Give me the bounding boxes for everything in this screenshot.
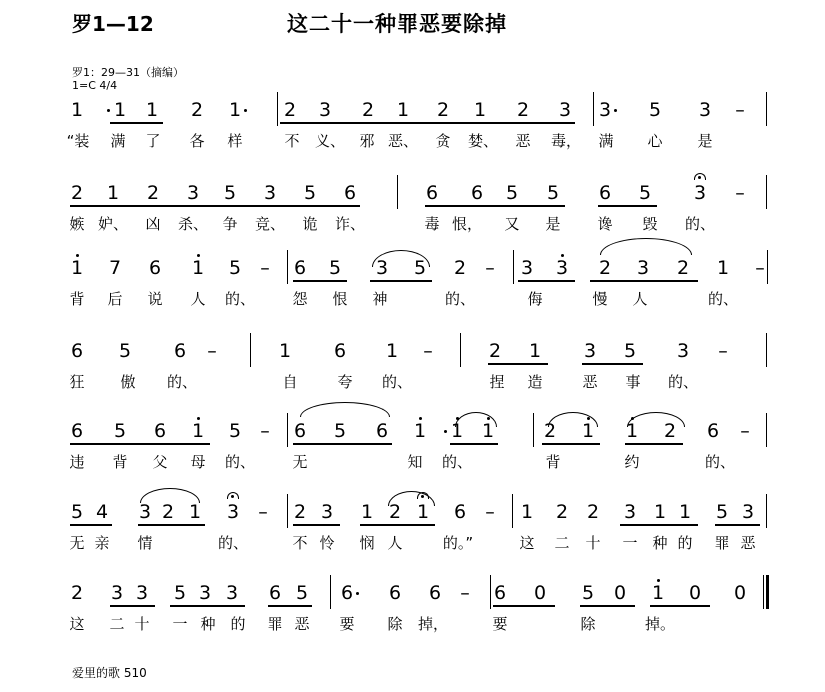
note: 5	[173, 582, 187, 604]
note: 2	[436, 99, 450, 121]
barline	[766, 175, 767, 209]
augmentation-dot	[356, 592, 359, 595]
fermata-icon	[227, 492, 239, 499]
underline-beam	[542, 443, 600, 445]
lyric-syllable: 要	[492, 615, 508, 633]
note: 3	[693, 182, 707, 204]
note: 1	[481, 420, 495, 442]
key-signature: 1=C 4/4	[72, 79, 118, 92]
underline-beam	[70, 443, 210, 445]
high-octave-dot	[197, 417, 200, 420]
note: 3	[138, 501, 152, 523]
note: 6	[148, 257, 162, 279]
lyric-syllable: 竞、	[254, 215, 286, 233]
note: 1	[450, 420, 464, 442]
lyric-syllable: 悯	[359, 534, 375, 552]
lyric-syllable: 的、	[707, 290, 739, 308]
note: 1	[188, 501, 202, 523]
lyric-syllable: 一	[622, 534, 638, 552]
note: 5	[638, 182, 652, 204]
note: 1	[581, 420, 595, 442]
slur-arc	[627, 412, 685, 427]
note: 6	[153, 420, 167, 442]
lyric-syllable: 婪、	[467, 132, 499, 150]
lyric-syllable: 罪	[267, 615, 283, 633]
note: 1	[413, 420, 427, 442]
note: –	[735, 99, 745, 121]
song-title: 这二十一种罪恶要除掉	[287, 12, 507, 36]
lyric-syllable: 不	[292, 534, 308, 552]
note: 3	[186, 182, 200, 204]
note: 3	[320, 501, 334, 523]
underline-beam	[70, 524, 112, 526]
note: 2	[361, 99, 375, 121]
note: 3	[110, 582, 124, 604]
fermata-icon	[694, 173, 706, 180]
underline-beam	[598, 205, 657, 207]
footer-text: 爱里的歌 510	[72, 666, 147, 680]
note: –	[258, 501, 268, 523]
note: 3	[375, 257, 389, 279]
barline	[766, 494, 767, 528]
note: 1	[385, 340, 399, 362]
note: 6	[706, 420, 720, 442]
barline	[287, 250, 288, 284]
underline-beam	[293, 280, 347, 282]
lyric-syllable: 毁	[642, 215, 658, 233]
note: 5	[303, 182, 317, 204]
lyric-syllable: 掉，	[417, 615, 449, 633]
note: 1	[228, 99, 242, 121]
note: 3	[598, 99, 612, 121]
lyric-syllable: 的、	[684, 215, 716, 233]
lyric-syllable: 造	[527, 373, 543, 391]
note: 1	[70, 257, 84, 279]
note: 3	[135, 582, 149, 604]
note: 6	[598, 182, 612, 204]
note: 3	[636, 257, 650, 279]
lyric-syllable: 的、	[444, 290, 476, 308]
note: 1	[191, 257, 205, 279]
lyric-syllable: 神	[372, 290, 388, 308]
lyric-syllable: 又	[504, 215, 520, 233]
lyric-syllable: 恨，	[451, 215, 483, 233]
note: 5	[223, 182, 237, 204]
lyric-syllable: 无	[69, 534, 85, 552]
barline	[766, 413, 767, 447]
lyric-syllable: 违	[69, 453, 85, 471]
underline-beam	[425, 205, 565, 207]
lyric-syllable: 恶	[515, 132, 531, 150]
note: 2	[293, 501, 307, 523]
note: 3	[558, 99, 572, 121]
note: 5	[328, 257, 342, 279]
lyric-syllable: 是	[545, 215, 561, 233]
lyric-syllable: 种	[200, 615, 216, 633]
note: 2	[663, 420, 677, 442]
lyric-syllable: 的、	[166, 373, 198, 391]
underline-beam	[293, 524, 340, 526]
note: –	[718, 340, 728, 362]
note: 5	[715, 501, 729, 523]
lyric-syllable: 慢	[592, 290, 608, 308]
note: –	[755, 257, 765, 279]
lyric-syllable: 捏	[489, 373, 505, 391]
note: –	[485, 257, 495, 279]
note: 1	[396, 99, 410, 121]
underline-beam	[70, 205, 360, 207]
lyric-syllable: 毒，	[550, 132, 582, 150]
underline-beam	[650, 605, 710, 607]
lyric-syllable: 不	[284, 132, 300, 150]
note: 5	[295, 582, 309, 604]
lyric-syllable: 妒、	[97, 215, 129, 233]
barline	[287, 494, 288, 528]
note: 5	[505, 182, 519, 204]
slur-arc	[548, 412, 598, 427]
lyric-syllable: 情	[137, 534, 153, 552]
lyric-syllable: 母	[190, 453, 206, 471]
note: 5	[413, 257, 427, 279]
note: 2	[586, 501, 600, 523]
lyric-syllable: 这	[69, 615, 85, 633]
lyric-syllable: 背	[112, 453, 128, 471]
high-octave-dot	[197, 254, 200, 257]
underline-beam	[518, 280, 575, 282]
barline	[330, 575, 331, 609]
note: –	[207, 340, 217, 362]
note: 6	[70, 340, 84, 362]
note: 6	[428, 582, 442, 604]
underline-beam	[625, 443, 683, 445]
note: 6	[453, 501, 467, 523]
note: 3	[226, 501, 240, 523]
note: 0	[733, 582, 747, 604]
note: 6	[425, 182, 439, 204]
note: 1	[651, 582, 665, 604]
lyric-syllable: 的。”	[442, 534, 474, 552]
barline	[593, 92, 594, 126]
lyric-syllable: 怜	[319, 534, 335, 552]
lyric-syllable: 这	[519, 534, 535, 552]
lyric-syllable: 夸	[337, 373, 353, 391]
lyric-syllable: 一	[172, 615, 188, 633]
lyric-syllable: 背	[545, 453, 561, 471]
note: 1	[520, 501, 534, 523]
underline-beam	[110, 605, 155, 607]
note: 6	[343, 182, 357, 204]
barline	[397, 175, 398, 209]
note: 5	[648, 99, 662, 121]
lyric-syllable: 满	[598, 132, 614, 150]
note: 1	[113, 99, 127, 121]
note: 3	[676, 340, 690, 362]
lyric-syllable: 的、	[217, 534, 249, 552]
lyric-syllable: 恶、	[387, 132, 419, 150]
note: 6	[268, 582, 282, 604]
underline-beam	[493, 605, 555, 607]
note: 0	[688, 582, 702, 604]
lyric-syllable: 的	[230, 615, 246, 633]
note: 2	[161, 501, 175, 523]
lyric-syllable: 背	[69, 290, 85, 308]
lyric-syllable: 恶	[582, 373, 598, 391]
lyric-syllable: 人	[632, 290, 648, 308]
note: 6	[493, 582, 507, 604]
note: 6	[375, 420, 389, 442]
note: 5	[546, 182, 560, 204]
lyric-syllable: 事	[625, 373, 641, 391]
lyric-syllable: 罪	[714, 534, 730, 552]
underline-beam	[620, 524, 698, 526]
note: 0	[533, 582, 547, 604]
lyric-syllable: 狂	[69, 373, 85, 391]
barline	[287, 413, 288, 447]
lyric-syllable: 是	[697, 132, 713, 150]
lyric-syllable: 侮	[527, 290, 543, 308]
barline	[512, 494, 513, 528]
high-octave-dot	[419, 417, 422, 420]
note: 6	[388, 582, 402, 604]
lyric-syllable: 除	[387, 615, 403, 633]
lyric-syllable: 样	[227, 132, 243, 150]
note: –	[460, 582, 470, 604]
note: 1	[473, 99, 487, 121]
note: 1	[106, 182, 120, 204]
barline	[767, 250, 768, 284]
lyric-syllable: 要	[339, 615, 355, 633]
lyric-syllable: 十	[134, 615, 150, 633]
note: 3	[263, 182, 277, 204]
note: 6	[333, 340, 347, 362]
barline	[766, 333, 767, 367]
note: 2	[488, 340, 502, 362]
note: –	[423, 340, 433, 362]
lyric-syllable: 嫉	[69, 215, 85, 233]
lyric-syllable: 邪	[359, 132, 375, 150]
lyric-syllable: 了	[145, 132, 161, 150]
lyric-syllable: 无	[292, 453, 308, 471]
note: 5	[333, 420, 347, 442]
note: 2	[70, 182, 84, 204]
note: 5	[113, 420, 127, 442]
lyric-syllable: 的、	[667, 373, 699, 391]
underline-beam	[370, 280, 432, 282]
note: 6	[340, 582, 354, 604]
lyric-syllable: 争	[222, 215, 238, 233]
note: 1	[360, 501, 374, 523]
slur-arc	[300, 402, 390, 417]
underline-beam	[293, 443, 392, 445]
note: 5	[118, 340, 132, 362]
note: 6	[173, 340, 187, 362]
note: 2	[190, 99, 204, 121]
lyric-syllable: 父	[152, 453, 168, 471]
lyric-syllable: 的	[677, 534, 693, 552]
high-octave-dot	[561, 254, 564, 257]
lyric-syllable: 的、	[224, 290, 256, 308]
lyric-syllable: 诈、	[334, 215, 366, 233]
note: 2	[283, 99, 297, 121]
lyric-syllable: 二	[109, 615, 125, 633]
underline-beam	[138, 524, 205, 526]
barline	[766, 92, 767, 126]
note: 1	[191, 420, 205, 442]
augmentation-dot	[244, 109, 247, 112]
lyric-syllable: 人	[190, 290, 206, 308]
note: 6	[293, 257, 307, 279]
note: 3	[225, 582, 239, 604]
note: 6	[70, 420, 84, 442]
note: 2	[70, 582, 84, 604]
note: –	[735, 182, 745, 204]
lyric-syllable: 的、	[224, 453, 256, 471]
note: 1	[625, 420, 639, 442]
note: 1	[278, 340, 292, 362]
underline-beam	[170, 605, 245, 607]
note: 1	[653, 501, 667, 523]
note: 2	[516, 99, 530, 121]
note: 2	[555, 501, 569, 523]
note: 1	[716, 257, 730, 279]
lyric-syllable: 种	[652, 534, 668, 552]
note: 2	[598, 257, 612, 279]
lyric-syllable: “装	[66, 132, 90, 150]
note: –	[260, 257, 270, 279]
note: 5	[623, 340, 637, 362]
lyric-syllable: 满	[110, 132, 126, 150]
note: 5	[228, 420, 242, 442]
scripture-reference: 罗1：29—31（摘编）	[72, 66, 184, 79]
note: 6	[293, 420, 307, 442]
slur-arc	[600, 238, 692, 255]
note: 0	[613, 582, 627, 604]
underline-beam	[360, 524, 435, 526]
note: 5	[70, 501, 84, 523]
lyric-syllable: 诡	[302, 215, 318, 233]
barline	[763, 575, 764, 609]
underline-beam	[110, 122, 163, 124]
rhythm-dot-marker	[107, 109, 110, 112]
lyric-syllable: 各	[189, 132, 205, 150]
barline	[490, 575, 491, 609]
lyric-syllable: 的、	[441, 453, 473, 471]
note: 1	[70, 99, 84, 121]
lyric-syllable: 恶	[740, 534, 756, 552]
note: 4	[95, 501, 109, 523]
underline-beam	[450, 443, 498, 445]
final-barline	[766, 575, 769, 609]
note: 2	[146, 182, 160, 204]
note: 3	[318, 99, 332, 121]
lyric-syllable: 怨	[292, 290, 308, 308]
barline	[533, 413, 534, 447]
lyric-syllable: 十	[585, 534, 601, 552]
note: 5	[581, 582, 595, 604]
note: 2	[543, 420, 557, 442]
high-octave-dot	[657, 579, 660, 582]
lyric-syllable: 除	[580, 615, 596, 633]
lyric-syllable: 谗	[597, 215, 613, 233]
slur-arc	[455, 412, 497, 427]
lyric-syllable: 的、	[381, 373, 413, 391]
lyric-syllable: 的、	[704, 453, 736, 471]
lyric-syllable: 知	[407, 453, 423, 471]
note: 3	[583, 340, 597, 362]
barline	[460, 333, 461, 367]
note: 1	[145, 99, 159, 121]
lyric-syllable: 恶	[294, 615, 310, 633]
underline-beam	[580, 605, 635, 607]
lyric-syllable: 人	[387, 534, 403, 552]
lyric-syllable: 掉。	[644, 615, 676, 633]
underline-beam	[590, 280, 698, 282]
note: 5	[228, 257, 242, 279]
note: 1	[528, 340, 542, 362]
note: 3	[198, 582, 212, 604]
note: –	[260, 420, 270, 442]
lyric-syllable: 二	[554, 534, 570, 552]
lyric-syllable: 后	[107, 290, 123, 308]
note: 3	[698, 99, 712, 121]
high-octave-dot	[76, 254, 79, 257]
note: 3	[623, 501, 637, 523]
lyric-syllable: 义、	[314, 132, 346, 150]
lyric-syllable: 杀、	[177, 215, 209, 233]
lyric-syllable: 凶	[145, 215, 161, 233]
lyric-syllable: 恨	[332, 290, 348, 308]
barline	[250, 333, 251, 367]
note: 3	[555, 257, 569, 279]
note: 7	[108, 257, 122, 279]
underline-beam	[268, 605, 312, 607]
augmentation-dot	[614, 109, 617, 112]
note: 2	[453, 257, 467, 279]
lyric-syllable: 亲	[94, 534, 110, 552]
underline-beam	[582, 363, 643, 365]
lyric-syllable: 约	[624, 453, 640, 471]
underline-beam	[280, 122, 575, 124]
slur-arc	[372, 250, 430, 267]
note: 1	[416, 501, 430, 523]
lyric-syllable: 毒	[424, 215, 440, 233]
lyric-syllable: 心	[647, 132, 663, 150]
note: 3	[741, 501, 755, 523]
note: 2	[388, 501, 402, 523]
fermata-icon	[417, 492, 429, 499]
note: –	[485, 501, 495, 523]
underline-beam	[488, 363, 548, 365]
lyric-syllable: 自	[282, 373, 298, 391]
rhythm-dot-marker	[444, 430, 447, 433]
lyric-syllable: 傲	[120, 373, 136, 391]
note: 6	[470, 182, 484, 204]
song-number: 罗1—12	[72, 12, 154, 36]
barline	[277, 92, 278, 126]
note: 2	[676, 257, 690, 279]
note: 3	[520, 257, 534, 279]
lyric-syllable: 说	[147, 290, 163, 308]
underline-beam	[715, 524, 760, 526]
lyric-syllable: 贪	[435, 132, 451, 150]
slur-arc	[140, 488, 200, 503]
barline	[513, 250, 514, 284]
note: –	[740, 420, 750, 442]
note: 1	[678, 501, 692, 523]
